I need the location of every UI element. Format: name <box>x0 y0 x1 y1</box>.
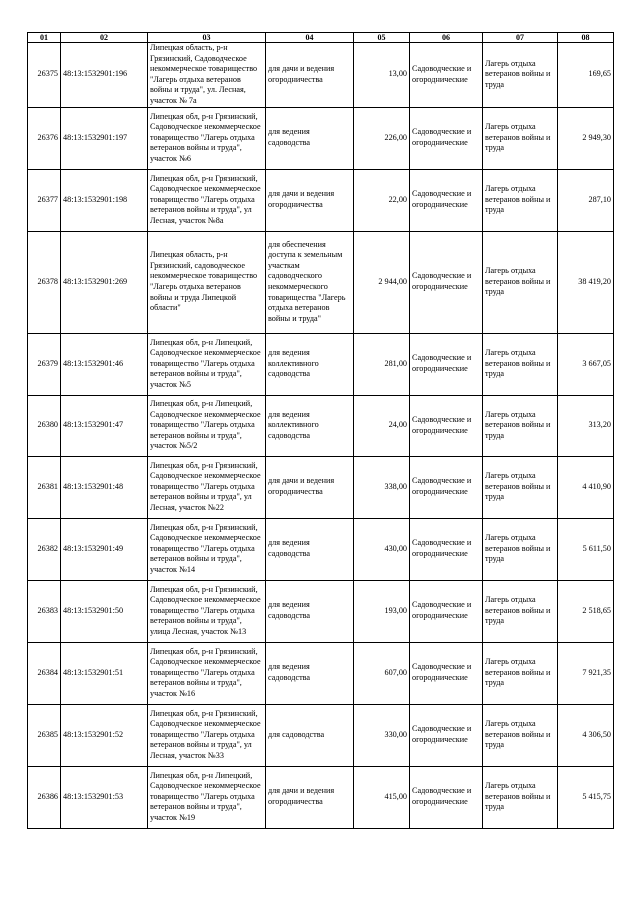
owner-cell-text: Лагерь отдыха ветеранов войны и труда <box>485 657 551 688</box>
cadastral-number <box>61 456 148 518</box>
address-cell-text: Липецкая обл, р-н Липецкий, Садоводческое некоммерческое товарищество "Лагерь отдыха ветеранов войны и труда", участок №5/2 <box>150 399 261 451</box>
category-cell-text: Садоводческие и огороднические <box>412 271 472 292</box>
owner-cell <box>483 43 558 108</box>
permitted-use-cell <box>266 642 354 704</box>
row-number <box>28 766 61 828</box>
owner-cell <box>483 642 558 704</box>
cadastral-value-cell-text: 313,20 <box>588 420 611 430</box>
row-number <box>28 456 61 518</box>
address-cell <box>148 642 266 704</box>
row-number-text: 26378 <box>37 276 58 286</box>
area-cell <box>354 169 410 231</box>
area-cell-text: 338,00 <box>384 481 407 491</box>
cadastral-number <box>61 580 148 642</box>
cadastral-value-cell-text: 2 949,30 <box>582 132 611 142</box>
owner-cell <box>483 395 558 456</box>
category-cell-text: Садоводческие и огороднические <box>412 662 472 683</box>
permitted-use-cell-text: для дачи и ведения огородничества <box>268 189 335 210</box>
row-number <box>28 704 61 766</box>
permitted-use-cell <box>266 580 354 642</box>
cadastral-value-cell <box>558 231 614 333</box>
table-row <box>28 43 614 108</box>
address-cell <box>148 704 266 766</box>
owner-cell-text: Лагерь отдыха ветеранов войны и труда <box>485 471 551 502</box>
permitted-use-cell-text: для ведения садоводства <box>268 600 311 621</box>
cadastral-number <box>61 395 148 456</box>
area-cell-text: 13,00 <box>388 69 407 79</box>
table-row <box>28 107 614 169</box>
owner-cell <box>483 231 558 333</box>
permitted-use-cell <box>266 766 354 828</box>
cadastral-number-text: 48:13:1532901:50 <box>63 605 124 615</box>
cadastral-value-cell <box>558 642 614 704</box>
address-cell-text: Липецкая область, р-н Грязинский, Садоводческое некоммерческое товарищество "Лагерь отдыха ветеранов войны и труда", ул. Лесная, участок № 7а <box>150 43 258 105</box>
cadastral-number <box>61 333 148 395</box>
address-cell-text: Липецкая область, р-н Грязинский, садоводческое некоммерческое товарищество "Лагерь отдыха ветеранов войны и труда Липецкой области" <box>150 250 258 313</box>
address-cell-text: Липецкая обл, р-н Грязинский, Садоводческое некоммерческое товарищество "Лагерь отдыха ветеранов войны и труда", ул Лесная, участок №22 <box>150 460 261 512</box>
category-cell <box>410 766 483 828</box>
column-header: 06 <box>410 33 483 43</box>
category-cell-text: Садоводческие и огороднические <box>412 724 472 745</box>
cadastral-number <box>61 766 148 828</box>
category-cell <box>410 456 483 518</box>
owner-cell <box>483 169 558 231</box>
column-header: 05 <box>354 33 410 43</box>
cadastral-number-text: 48:13:1532901:197 <box>63 132 128 142</box>
permitted-use-cell-text: для ведения садоводства <box>268 662 311 683</box>
category-cell <box>410 107 483 169</box>
category-cell-text: Садоводческие и огороднические <box>412 414 472 435</box>
row-number-text: 26380 <box>37 420 58 430</box>
cadastral-value-cell <box>558 43 614 108</box>
address-cell-text: Липецкая обл, р-н Грязинский, Садоводческое некоммерческое товарищество "Лагерь отдыха ветеранов войны и труда", ул Лесная, участок №8а <box>150 173 261 225</box>
address-cell-text: Липецкая обл, р-н Грязинский, Садоводческое некоммерческое товарищество "Лагерь отдыха ветеранов войны и труда", участок №14 <box>150 522 261 574</box>
permitted-use-cell-text: для дачи и ведения огородничества <box>268 786 335 807</box>
row-number <box>28 333 61 395</box>
cadastral-number <box>61 107 148 169</box>
permitted-use-cell <box>266 231 354 333</box>
column-header: 04 <box>266 33 354 43</box>
owner-cell-text: Лагерь отдыха ветеранов войны и труда <box>485 122 551 153</box>
category-cell <box>410 231 483 333</box>
cadastral-value-cell-text: 3 667,05 <box>582 358 611 368</box>
cadastral-number <box>61 704 148 766</box>
permitted-use-cell-text: для ведения садоводства <box>268 127 311 148</box>
address-cell <box>148 169 266 231</box>
address-cell <box>148 395 266 456</box>
cadastral-value-cell-text: 5 611,50 <box>582 543 611 553</box>
owner-cell-text: Лагерь отдыха ветеранов войны и труда <box>485 348 551 379</box>
header-row <box>28 33 614 43</box>
land-registry-table <box>27 32 614 829</box>
permitted-use-cell <box>266 518 354 580</box>
owner-cell-text: Лагерь отдыха ветеранов войны и труда <box>485 595 551 626</box>
category-cell-text: Садоводческие и огороднические <box>412 127 472 148</box>
permitted-use-cell-text: для ведения коллективного садоводства <box>268 409 319 440</box>
row-number-text: 26379 <box>37 358 58 368</box>
area-cell <box>354 395 410 456</box>
area-cell <box>354 580 410 642</box>
table-row <box>28 642 614 704</box>
row-number-text: 26382 <box>37 543 58 553</box>
cadastral-value-cell-text: 4 410,90 <box>582 481 611 491</box>
owner-cell-text: Лагерь отдыха ветеранов войны и труда <box>485 266 551 297</box>
area-cell-text: 22,00 <box>388 194 407 204</box>
address-cell <box>148 43 266 108</box>
address-cell <box>148 333 266 395</box>
row-number <box>28 518 61 580</box>
area-cell <box>354 704 410 766</box>
owner-cell <box>483 333 558 395</box>
category-cell <box>410 395 483 456</box>
area-cell <box>354 333 410 395</box>
owner-cell <box>483 766 558 828</box>
column-header: 03 <box>148 33 266 43</box>
table-row <box>28 169 614 231</box>
permitted-use-cell <box>266 333 354 395</box>
permitted-use-cell <box>266 395 354 456</box>
permitted-use-cell-text: для садоводства <box>268 729 325 739</box>
address-cell-text: Липецкая обл, р-н Грязинский, Садоводческое некоммерческое товарищество "Лагерь отдыха ветеранов войны и труда", участок №6 <box>150 111 261 163</box>
row-number <box>28 580 61 642</box>
address-cell <box>148 766 266 828</box>
address-cell <box>148 518 266 580</box>
cadastral-number-text: 48:13:1532901:47 <box>63 420 124 430</box>
cadastral-number-text: 48:13:1532901:198 <box>63 194 128 204</box>
category-cell-text: Садоводческие и огороднические <box>412 786 472 807</box>
cadastral-value-cell <box>558 704 614 766</box>
table-row <box>28 766 614 828</box>
category-cell-text: Садоводческие и огороднические <box>412 538 472 559</box>
table-row <box>28 333 614 395</box>
owner-cell-text: Лагерь отдыха ветеранов войны и труда <box>485 184 551 215</box>
cadastral-value-cell <box>558 766 614 828</box>
permitted-use-cell <box>266 43 354 108</box>
table-row <box>28 456 614 518</box>
category-cell-text: Садоводческие и огороднические <box>412 476 472 497</box>
cadastral-number-text: 48:13:1532901:49 <box>63 543 124 553</box>
category-cell-text: Садоводческие и огороднические <box>412 600 472 621</box>
table-row <box>28 231 614 333</box>
cadastral-number-text: 48:13:1532901:196 <box>63 69 128 79</box>
category-cell <box>410 580 483 642</box>
row-number-text: 26375 <box>37 69 58 79</box>
area-cell <box>354 43 410 108</box>
column-header: 02 <box>61 33 148 43</box>
address-cell-text: Липецкая обл, р-н Грязинский, Садоводческое некоммерческое товарищество "Лагерь отдыха ветеранов войны и труда", участок №16 <box>150 646 261 698</box>
area-cell-text: 430,00 <box>384 543 407 553</box>
row-number <box>28 231 61 333</box>
area-cell <box>354 456 410 518</box>
area-cell-text: 24,00 <box>388 420 407 430</box>
address-cell-text: Липецкая обл, р-н Липецкий, Садоводческое некоммерческое товарищество "Лагерь отдыха ветеранов войны и труда", участок №5 <box>150 337 261 389</box>
area-cell-text: 226,00 <box>384 132 407 142</box>
address-cell-text: Липецкая обл, р-н Грязинский, Садоводческое некоммерческое товарищество "Лагерь отдыха ветеранов войны и труда", улица Лесная, участок №13 <box>150 584 261 636</box>
owner-cell <box>483 704 558 766</box>
cadastral-value-cell-text: 2 518,65 <box>582 605 611 615</box>
address-cell <box>148 456 266 518</box>
cadastral-number <box>61 169 148 231</box>
owner-cell <box>483 456 558 518</box>
row-number <box>28 642 61 704</box>
table-row <box>28 395 614 456</box>
area-cell-text: 415,00 <box>384 791 407 801</box>
cadastral-value-cell-text: 38 419,20 <box>578 276 611 286</box>
category-cell <box>410 169 483 231</box>
cadastral-number <box>61 642 148 704</box>
cadastral-value-cell-text: 4 306,50 <box>582 729 611 739</box>
area-cell <box>354 642 410 704</box>
cadastral-value-cell <box>558 107 614 169</box>
row-number <box>28 107 61 169</box>
cadastral-number <box>61 231 148 333</box>
address-cell <box>148 107 266 169</box>
address-cell <box>148 580 266 642</box>
row-number-text: 26386 <box>37 791 58 801</box>
cadastral-number-text: 48:13:1532901:51 <box>63 667 124 677</box>
cadastral-number <box>61 43 148 108</box>
address-cell-text: Липецкая обл, р-н Грязинский, Садоводческое некоммерческое товарищество "Лагерь отдыха ветеранов войны и труда", ул Лесная, участок №33 <box>150 708 261 760</box>
owner-cell-text: Лагерь отдыха ветеранов войны и труда <box>485 533 551 564</box>
cadastral-value-cell <box>558 580 614 642</box>
owner-cell-text: Лагерь отдыха ветеранов войны и труда <box>485 409 551 440</box>
row-number <box>28 169 61 231</box>
cadastral-value-cell <box>558 456 614 518</box>
address-cell <box>148 231 266 333</box>
permitted-use-cell <box>266 107 354 169</box>
column-header: 08 <box>558 33 614 43</box>
owner-cell <box>483 518 558 580</box>
area-cell <box>354 766 410 828</box>
owner-cell-text: Лагерь отдыха ветеранов войны и труда <box>485 58 551 90</box>
cadastral-number-text: 48:13:1532901:53 <box>63 791 124 801</box>
cadastral-value-cell <box>558 518 614 580</box>
category-cell-text: Садоводческие и огороднические <box>412 64 472 84</box>
owner-cell-text: Лагерь отдыха ветеранов войны и труда <box>485 781 551 812</box>
permitted-use-cell-text: для дачи и ведения огородничества <box>268 476 335 497</box>
row-number-text: 26381 <box>37 481 58 491</box>
address-cell-text: Липецкая обл, р-н Липецкий, Садоводческое некоммерческое товарищество "Лагерь отдыха ветеранов войны и труда", участок №19 <box>150 770 261 822</box>
table-row <box>28 518 614 580</box>
permitted-use-cell-text: для ведения садоводства <box>268 538 311 559</box>
cadastral-number-text: 48:13:1532901:52 <box>63 729 124 739</box>
category-cell <box>410 43 483 108</box>
cadastral-value-cell-text: 169,65 <box>588 69 611 79</box>
permitted-use-cell <box>266 704 354 766</box>
category-cell-text: Садоводческие и огороднические <box>412 353 472 374</box>
table-row <box>28 580 614 642</box>
table-row <box>28 704 614 766</box>
area-cell-text: 330,00 <box>384 729 407 739</box>
column-header: 01 <box>28 33 61 43</box>
row-number-text: 26383 <box>37 605 58 615</box>
cadastral-number-text: 48:13:1532901:48 <box>63 481 124 491</box>
cadastral-value-cell-text: 5 415,75 <box>582 791 611 801</box>
permitted-use-cell <box>266 169 354 231</box>
cadastral-value-cell-text: 287,10 <box>588 194 611 204</box>
area-cell-text: 2 944,00 <box>378 276 407 286</box>
cadastral-value-cell-text: 7 921,35 <box>582 667 611 677</box>
row-number-text: 26384 <box>37 667 58 677</box>
row-number <box>28 43 61 108</box>
cadastral-value-cell <box>558 169 614 231</box>
permitted-use-cell-text: для обеспечения доступа к земельным участкам садоводческого некоммерческого товарищества "Лагерь отдыха ветеранов войны и труда" <box>268 239 346 323</box>
area-cell-text: 607,00 <box>384 667 407 677</box>
owner-cell <box>483 580 558 642</box>
area-cell <box>354 107 410 169</box>
category-cell <box>410 704 483 766</box>
permitted-use-cell-text: для дачи и ведения огородничества <box>268 64 335 84</box>
category-cell <box>410 518 483 580</box>
row-number-text: 26376 <box>37 132 58 142</box>
column-header: 07 <box>483 33 558 43</box>
cadastral-number-text: 48:13:1532901:46 <box>63 358 124 368</box>
area-cell <box>354 231 410 333</box>
row-number <box>28 395 61 456</box>
area-cell-text: 193,00 <box>384 605 407 615</box>
owner-cell <box>483 107 558 169</box>
row-number-text: 26377 <box>37 194 58 204</box>
category-cell <box>410 642 483 704</box>
cadastral-number-text: 48:13:1532901:269 <box>63 276 128 286</box>
area-cell-text: 281,00 <box>384 358 407 368</box>
permitted-use-cell-text: для ведения коллективного садоводства <box>268 348 319 379</box>
cadastral-value-cell <box>558 333 614 395</box>
permitted-use-cell <box>266 456 354 518</box>
category-cell <box>410 333 483 395</box>
cadastral-value-cell <box>558 395 614 456</box>
owner-cell-text: Лагерь отдыха ветеранов войны и труда <box>485 719 551 750</box>
row-number-text: 26385 <box>37 729 58 739</box>
category-cell-text: Садоводческие и огороднические <box>412 189 472 210</box>
cadastral-number <box>61 518 148 580</box>
area-cell <box>354 518 410 580</box>
